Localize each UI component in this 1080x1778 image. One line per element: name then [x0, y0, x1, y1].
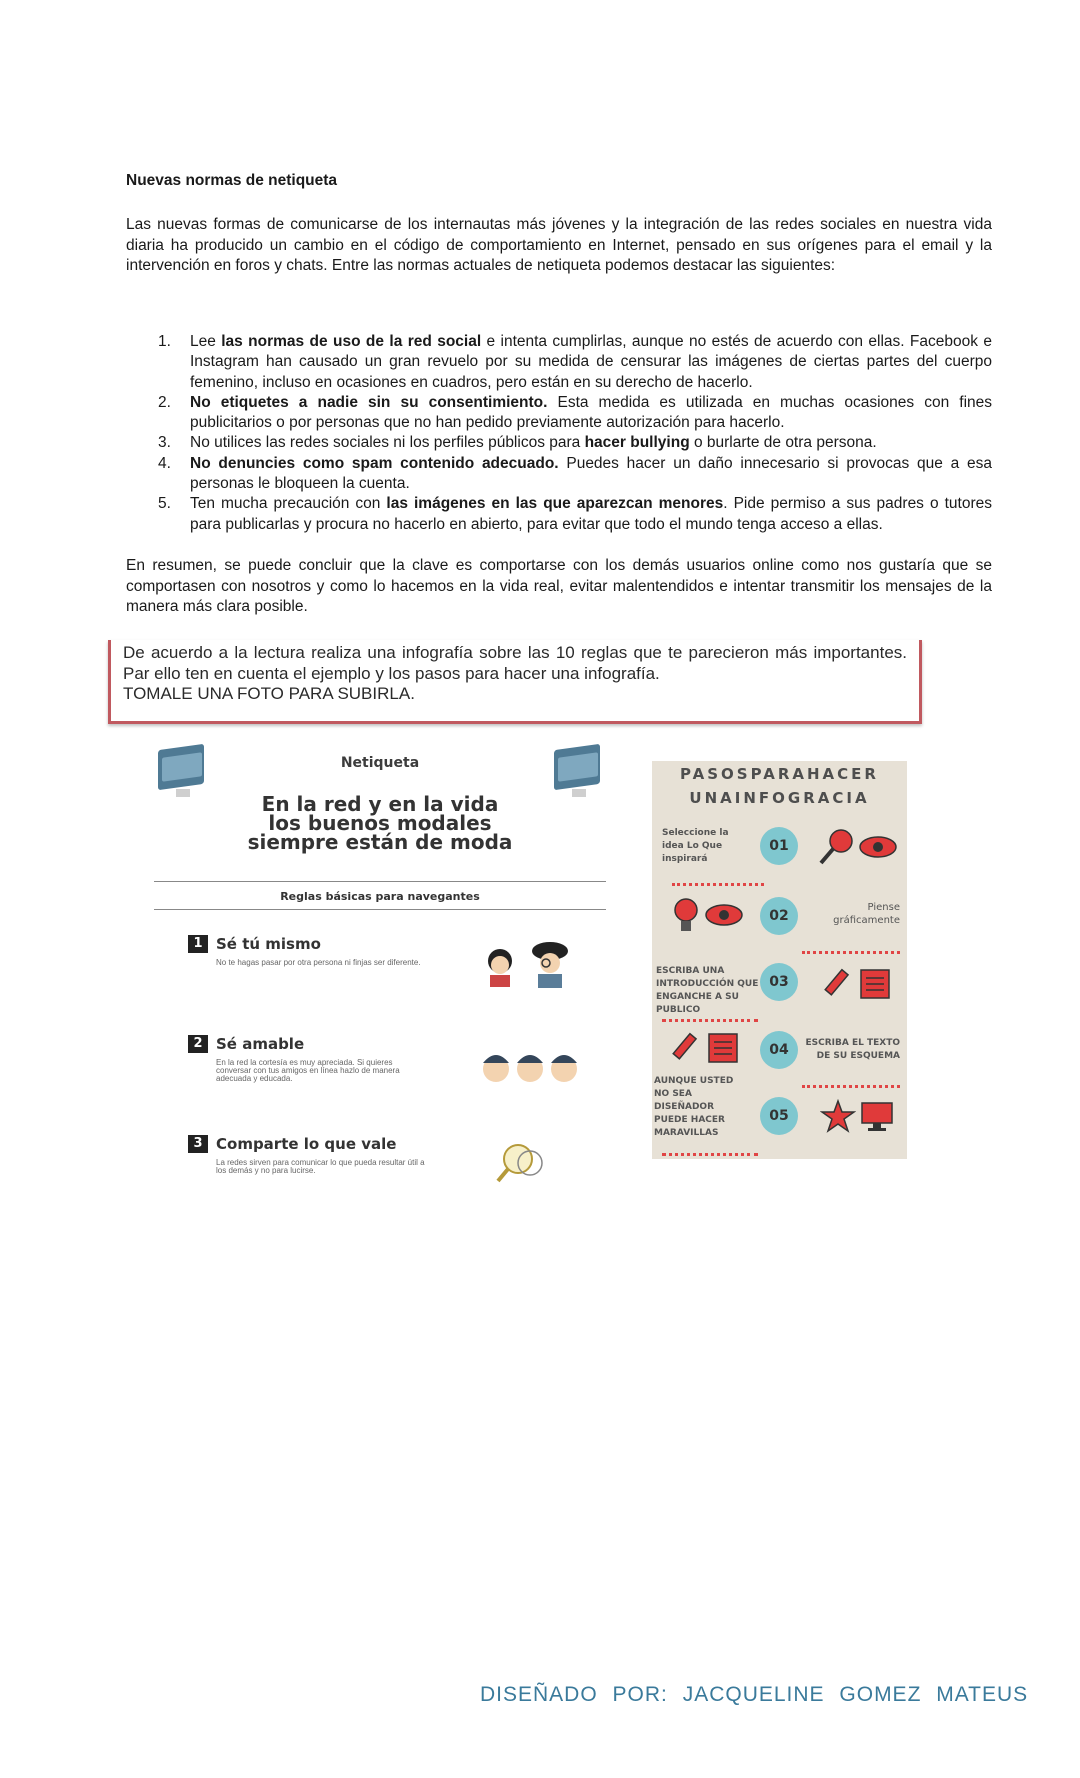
- step-number: 01: [760, 827, 798, 865]
- infographic-headline: En la red y en la vida los buenos modales siempre están de moda: [247, 792, 513, 854]
- newspaper-icon: [706, 1031, 740, 1065]
- infographic-rule: 3 Comparte lo que vale La redes sirven para comunicar lo que pueda resultar útil a los demás y no para lucirse.: [188, 1135, 588, 1195]
- infographic-subtitle: Reglas básicas para navegantes: [280, 890, 480, 903]
- document-title: Nuevas normas de netiqueta: [126, 172, 338, 189]
- list-item: 3. No utilices las redes sociales ni los perfiles públicos para hacer bullying o burlarte de otra persona.: [158, 434, 877, 452]
- summary-paragraph: En resumen, se puede concluir que la clave es comportarse con los demás usuarios online como nos gustaría que se comportasen con nosotros y como lo hacemos en la vida real, evitar malentendidos e intentar transmitir los mensajes de la manera más clara posible.: [126, 557, 992, 615]
- step-text: ESCRIBA EL TEXTO DE SU ESQUEMA: [805, 1038, 900, 1061]
- pencil-icon: [820, 967, 852, 999]
- list-item: 4. No denuncies como spam contenido adecuado. Puedes hacer un daño innecesario si provocas que a esa personas le bloqueen la cuenta.: [158, 454, 992, 493]
- designer-credit: DISEÑADO POR: JACQUELINE GOMEZ MATEUS: [480, 1683, 1029, 1706]
- netiqueta-infographic: [150, 745, 610, 1205]
- people-icon: [478, 939, 588, 989]
- step-number: 05: [760, 1097, 798, 1135]
- pencil-icon: [668, 1031, 700, 1063]
- rules-list: [126, 332, 992, 535]
- task-upload-note: TOMALE UNA FOTO PARA SUBIRLA.: [123, 684, 415, 703]
- list-item: 5. Ten mucha precaución con las imágenes en las que aparezcan menores. Pide permiso a sus padres o tutores para publicarlas y procura no hacerlo en abierto, para evitar que todo el mundo tenga acceso a ellas.: [158, 495, 992, 533]
- star-icon: [820, 1099, 856, 1135]
- intro-paragraph: Las nuevas formas de comunicarse de los internautas más jóvenes y la integración de las redes sociales en nuestra vida diaria ha producido un cambio en el código de comportamiento en Internet, pensado en sus orígenes para el email y la intervención en foros y chats. Entre las normas actuales de netiqueta podemos destacar las siguientes:: [126, 216, 992, 274]
- newspaper-icon: [858, 967, 892, 1001]
- task-text: De acuerdo a la lectura realiza una infografía sobre las 10 reglas que te parecieron más importantes. Par ello ten en cuenta el ejemplo y los pasos para hacer una infografía.: [123, 643, 907, 683]
- magnifier-icon: [817, 827, 857, 867]
- list-item: 2. No etiquetes a nadie sin su consentimiento. Esta medida es utilizada en muchas ocasiones con fines publicitarios o por personas que no han pedido previamente autorización para hacerlo.: [158, 393, 993, 432]
- step-number: 02: [760, 897, 798, 935]
- step-text: Seleccione la idea Lo Que inspirará: [662, 828, 729, 864]
- lightbulb-icon: [672, 897, 700, 935]
- step-text: AUNQUE USTED NO SEA DISEÑADOR PUEDE HACER MARAVILLAS: [654, 1076, 734, 1138]
- steps-infographic: [652, 761, 907, 1159]
- step-number: 04: [760, 1031, 798, 1069]
- infographic-label: Netiqueta: [340, 755, 420, 771]
- smiling-faces-icon: [478, 1039, 588, 1089]
- monitor-icon: [860, 1101, 894, 1133]
- task-instructions-box: [108, 640, 922, 724]
- divider: [154, 881, 606, 882]
- divider: [154, 909, 606, 910]
- list-item: 1. Lee las normas de uso de la red social e intenta cumplirlas, aunque no estés de acuerdo con ellas. Facebook e Instagram han causado un gran revuelo por su medida de censurar las imágenes de ciertas partes del cuerpo femenino, incluso en ocasiones en cuadros, pero están en su derecho de hacerlo.: [158, 333, 993, 391]
- step-text: ESCRIBA UNA INTRODUCCIÓN QUE ENGANCHE A SU PUBLICO: [656, 966, 759, 1015]
- steps-title: UNAINFOGRACIA: [689, 789, 870, 807]
- eye-icon: [858, 835, 898, 859]
- infographic-rule: 1 Sé tú mismo No te hagas pasar por otra persona ni finjas ser diferente.: [188, 935, 588, 995]
- step-number: 03: [760, 963, 798, 1001]
- eye-icon: [704, 903, 744, 927]
- globe-magnifier-icon: [478, 1139, 588, 1189]
- infographic-rule: 2 Sé amable En la red la cortesía es muy apreciada. Si quieres conversar con tus amigos en línea hazlo de manera adecuada y educada.: [188, 1035, 588, 1095]
- step-text: Piense gráficamente: [833, 902, 900, 926]
- steps-title: PASOSPARAHACER: [680, 765, 879, 783]
